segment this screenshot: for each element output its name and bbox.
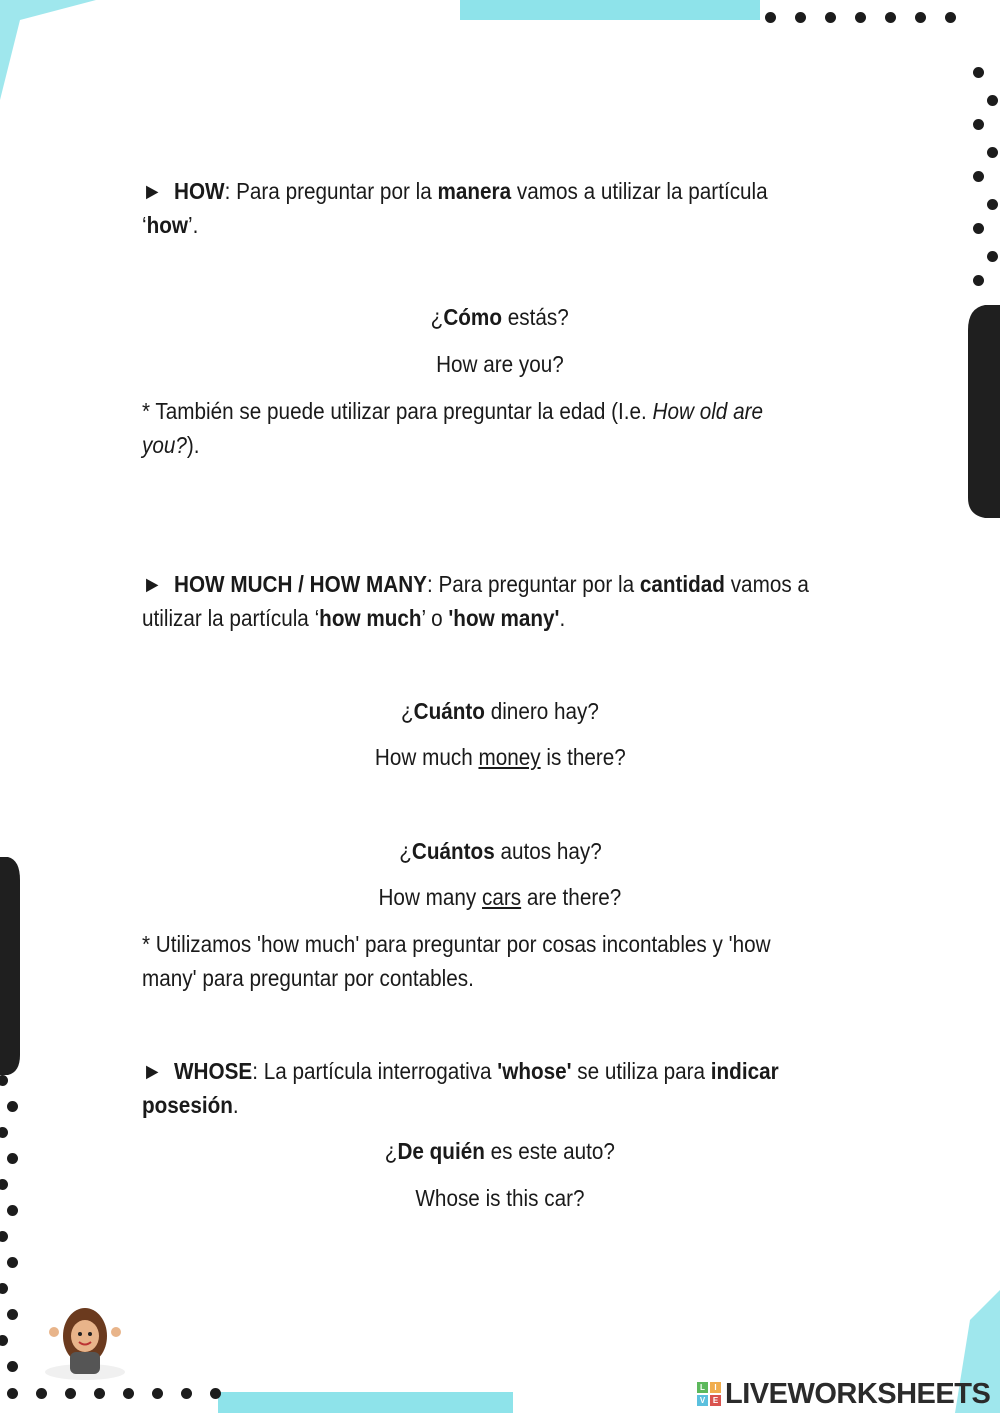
decor-dot <box>973 223 984 234</box>
right-black-tab <box>968 305 1000 518</box>
brand-name: LIVEWORKSHEETS <box>725 1377 991 1410</box>
whose-intro: ► WHOSE: La partícula interrogativa 'whose' se utiliza para indicar posesión. <box>142 1058 779 1118</box>
how-many-example2-es: ¿Cuántos autos hay? <box>398 838 602 864</box>
decor-dot <box>7 1388 18 1399</box>
decor-dot <box>973 119 984 130</box>
decor-dot <box>181 1388 192 1399</box>
how-much-intro: ► HOW MUCH / HOW MANY: Para preguntar por la cantidad vamos a utilizar la partícula ‘how much’ o 'how many'. <box>142 571 809 631</box>
decor-dot <box>7 1361 18 1372</box>
decor-dot <box>7 1309 18 1320</box>
logo-letter-i: I <box>710 1382 721 1393</box>
bullet-arrow: ► <box>142 1058 163 1084</box>
decor-dot <box>152 1388 163 1399</box>
liveworksheets-logo[interactable] <box>697 1377 990 1411</box>
decor-dot <box>987 147 998 158</box>
decor-dot <box>65 1388 76 1399</box>
how-much-example1-es: ¿Cuánto dinero hay? <box>401 698 599 724</box>
whose-example-en: Whose is this car? <box>415 1185 585 1211</box>
decor-dot <box>885 12 896 23</box>
decor-dot <box>945 12 956 23</box>
decor-dot <box>36 1388 47 1399</box>
bottom-cyan-bar <box>218 1392 513 1413</box>
how-much-example1-en: How much money is there? <box>374 744 626 770</box>
decor-dot <box>7 1257 18 1268</box>
decor-dot <box>7 1101 18 1112</box>
how-note: * También se puede utilizar para preguntar la edad (I.e. How old are you?). <box>142 398 763 458</box>
how-example-es: ¿Cómo estás? <box>430 304 570 330</box>
decor-dot <box>855 12 866 23</box>
decor-dot <box>94 1388 105 1399</box>
decor-dot <box>795 12 806 23</box>
bullet-arrow: ► <box>142 571 163 597</box>
how-much-note: * Utilizamos 'how much' para preguntar por cosas incontables y 'how many' para preguntar por contables. <box>142 931 771 991</box>
decor-dot <box>825 12 836 23</box>
top-cyan-bar <box>460 0 760 20</box>
how-much-keyword: HOW MUCH / HOW MANY <box>173 571 427 597</box>
how-many-example2-en: How many cars are there? <box>378 884 622 910</box>
decor-dot <box>987 251 998 262</box>
decor-dot <box>210 1388 221 1399</box>
decor-dot <box>987 199 998 210</box>
decor-dot <box>973 67 984 78</box>
whose-keyword: WHOSE <box>173 1058 253 1084</box>
decor-dot <box>765 12 776 23</box>
decor-dot <box>973 275 984 286</box>
how-intro: ► HOW: Para preguntar por la manera vamos a utilizar la partícula ‘how’. <box>142 178 768 238</box>
whose-example-es: ¿De quién es este auto? <box>384 1138 616 1164</box>
logo-letter-l: L <box>697 1382 708 1393</box>
how-example-en: How are you? <box>436 351 564 377</box>
decor-dot <box>123 1388 134 1399</box>
bullet-arrow: ► <box>142 178 163 204</box>
how-keyword: HOW <box>173 178 225 204</box>
decor-dot <box>915 12 926 23</box>
logo-letter-e: E <box>710 1395 721 1406</box>
decor-dot <box>973 171 984 182</box>
top-left-cyan-corner <box>0 0 96 100</box>
logo-letter-v: V <box>697 1395 708 1406</box>
logo-mark <box>697 1382 721 1406</box>
decor-dot <box>987 95 998 106</box>
avatar <box>40 1302 130 1382</box>
